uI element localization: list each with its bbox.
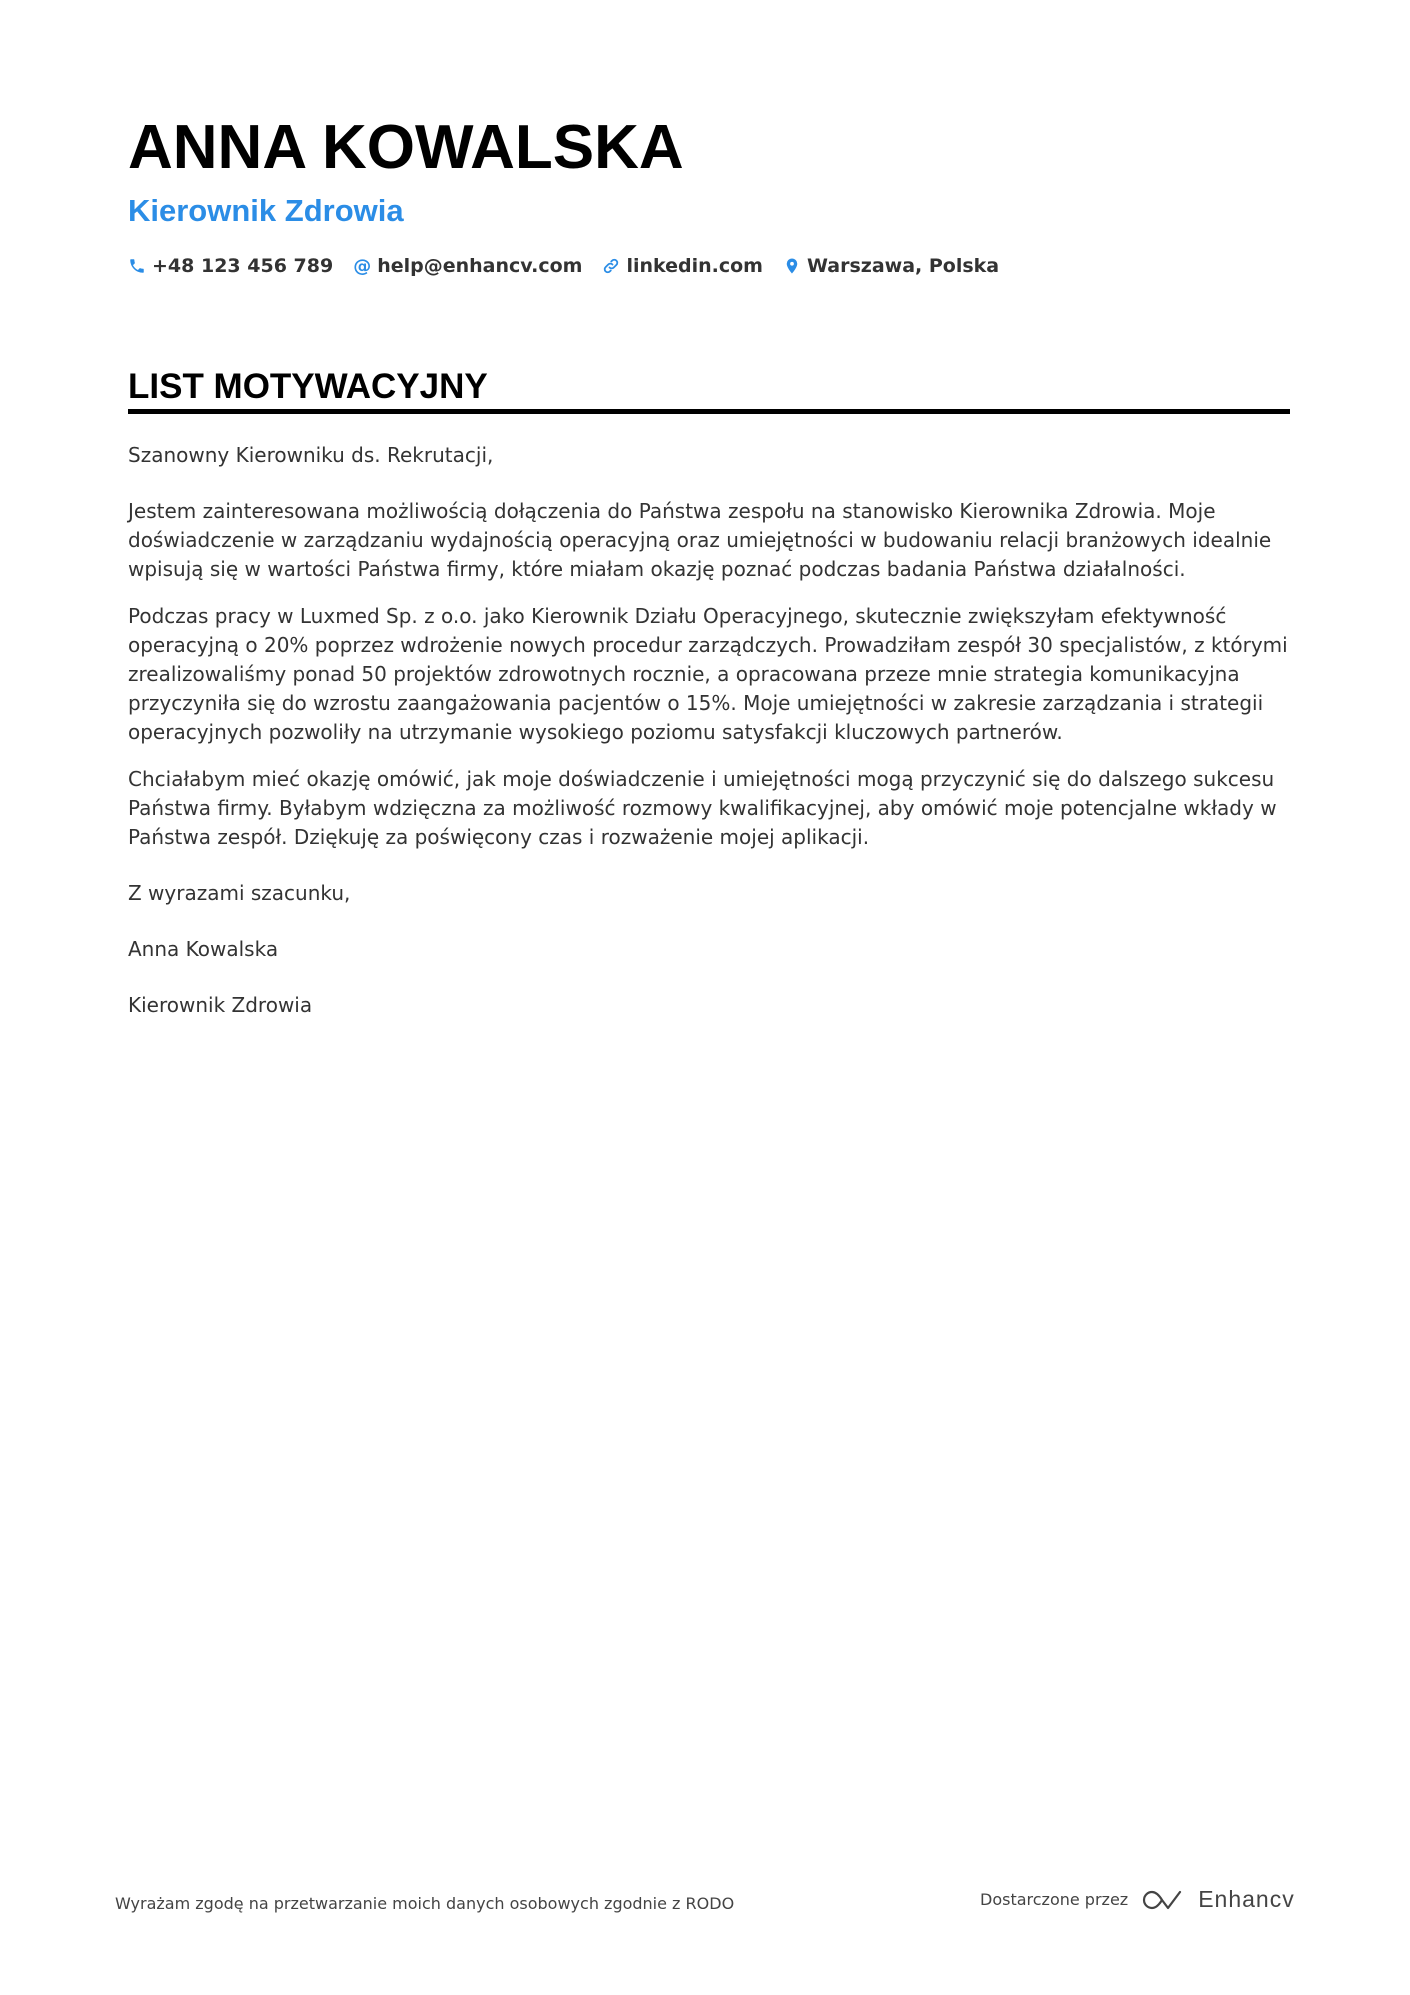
email-text[interactable]: help@enhancv.com	[377, 255, 583, 277]
candidate-name: ANNA KOWALSKA	[128, 113, 684, 182]
letter-paragraph: Podczas pracy w Luxmed Sp. z o.o. jako Kierownik Działu Operacyjnego, skutecznie zwiększyłam efektywność operacyjną o 20% poprzez wdrożenie nowych procedur zarządczych. Prowadziłam zespół 30 specjalistów, z którymi zrealizowaliśmy ponad 50 projektów zdrowotnych rocznie, a opracowana przeze mnie strategia komunikacyjna przyczyniła się do wzrostu zaangażowania pacjentów o 15%. Moje umiejętności w zakresie zarządzania i strategii operacyjnych pozwoliły na utrzymanie wysokiego poziomu satysfakcji kluczowych partnerów.	[128, 604, 1288, 744]
at-icon: @	[353, 255, 372, 277]
section-title: LIST MOTYWACYJNY	[128, 367, 488, 406]
linkedin-text[interactable]: linkedin.com	[626, 255, 763, 277]
contact-email[interactable]	[353, 255, 582, 277]
powered-by[interactable]	[980, 1886, 1295, 1913]
letter-paragraph: Chciałabym mieć okazję omówić, jak moje doświadczenie i umiejętności mogą przyczynić się do dalszego sukcesu Państwa firmy. Byłabym wdzięczna za możliwość rozmowy kwalifikacyjnej, aby omówić moje potencjalne wkłady w Państwa zespół. Dziękuję za poświęcony czas i rozważenie mojej aplikacji.	[128, 767, 1277, 849]
letter-closing: Z wyrazami szacunku,	[128, 881, 351, 905]
brand-name: Enhancv	[1198, 1886, 1295, 1912]
signature-title: Kierownik Zdrowia	[128, 993, 313, 1017]
location-text: Warszawa, Polska	[806, 255, 1000, 277]
signature-name: Anna Kowalska	[128, 937, 279, 961]
contact-phone	[128, 255, 333, 277]
contact-bar	[128, 252, 1019, 280]
phone-text: +48 123 456 789	[152, 255, 334, 277]
gdpr-consent: Wyrażam zgodę na przetwarzanie moich danych osobowych zgodnie z RODO	[115, 1894, 735, 1913]
letter-paragraph: Jestem zainteresowana możliwością dołączenia do Państwa zespołu na stanowisko Kierownika Zdrowia. Moje doświadczenie w zarządzaniu wydajnością operacyjną oraz umiejętności w budowaniu relacji branżowych idealnie wpisują się w wartości Państwa firmy, które miałam okazję poznać podczas badania Państwa działalności.	[128, 499, 1272, 581]
phone-icon	[128, 257, 146, 275]
powered-by-label: Dostarczone przez	[980, 1890, 1129, 1909]
link-icon	[602, 257, 620, 275]
enhancv-logo-icon	[1140, 1887, 1186, 1913]
location-pin-icon	[783, 257, 801, 275]
section-divider	[128, 409, 1290, 414]
contact-location	[783, 255, 999, 277]
letter-body	[128, 441, 1290, 1038]
contact-linkedin[interactable]	[602, 255, 763, 277]
letter-greeting: Szanowny Kierowniku ds. Rekrutacji,	[128, 443, 494, 467]
candidate-title: Kierownik Zdrowia	[128, 193, 404, 228]
